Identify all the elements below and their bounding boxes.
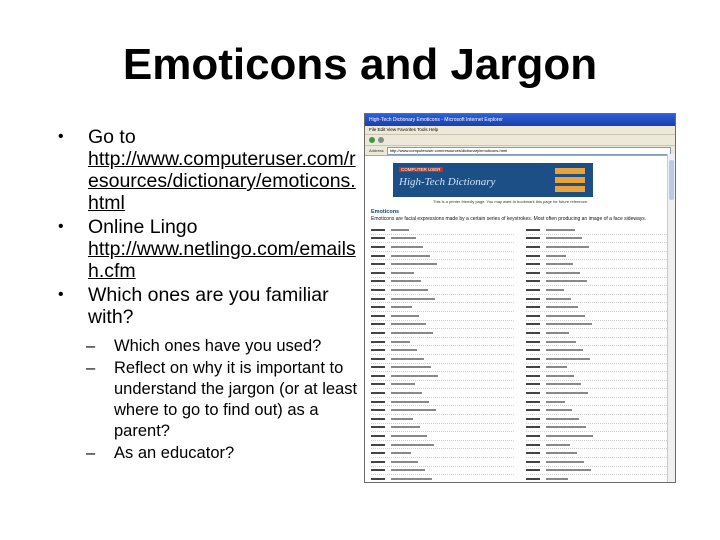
emoticon-row bbox=[371, 252, 514, 261]
emoticon-meaning bbox=[391, 392, 422, 394]
emoticon-meaning bbox=[546, 383, 581, 385]
emoticon-row bbox=[526, 312, 669, 321]
emoticon-meaning bbox=[391, 246, 423, 248]
emoticon-row bbox=[371, 389, 514, 398]
emoticon-meaning bbox=[391, 349, 417, 351]
dash-icon: – bbox=[86, 444, 96, 462]
sub-bullet-text: Reflect on why it is important to understand the jargon (or at least where to go to find out) as a parent? bbox=[114, 359, 358, 440]
emoticon-symbol bbox=[526, 358, 540, 360]
emoticon-meaning bbox=[546, 237, 582, 239]
emoticon-symbol bbox=[526, 263, 540, 265]
dash-icon: – bbox=[86, 359, 96, 377]
emoticon-row bbox=[526, 269, 669, 278]
emoticon-symbol bbox=[371, 315, 385, 317]
address-field: http://www.computeruser.com/resources/dictionary/emoticons.html bbox=[387, 147, 671, 155]
emoticon-row bbox=[371, 467, 514, 476]
emoticon-meaning bbox=[391, 315, 419, 317]
netlingo-link[interactable]: http://www.netlingo.com/emailsh.cfm bbox=[88, 238, 356, 282]
emoticon-row bbox=[371, 406, 514, 415]
emoticon-meaning bbox=[546, 478, 568, 480]
emoticon-row bbox=[371, 441, 514, 450]
emoticon-meaning bbox=[391, 444, 434, 446]
slide-title: Emoticons and Jargon bbox=[122, 40, 598, 89]
emoticon-symbol bbox=[371, 461, 385, 463]
emoticon-row bbox=[526, 295, 669, 304]
emoticon-meaning bbox=[546, 435, 593, 437]
emoticon-symbol bbox=[526, 375, 540, 377]
emoticon-meaning bbox=[391, 229, 409, 231]
emoticon-symbol bbox=[371, 469, 385, 471]
emoticon-meaning bbox=[391, 323, 426, 325]
emoticon-symbol bbox=[371, 418, 385, 420]
emoticon-meaning bbox=[391, 401, 429, 403]
emoticon-meaning bbox=[391, 409, 436, 411]
emoticon-symbol bbox=[371, 229, 385, 231]
emoticon-row bbox=[526, 364, 669, 373]
emoticon-meaning bbox=[391, 461, 418, 463]
emoticon-row bbox=[371, 398, 514, 407]
emoticon-meaning bbox=[546, 452, 577, 454]
emoticon-meaning bbox=[391, 469, 425, 471]
browser-title-bar: High-Tech Dictionary Emoticons - Microsoft Internet Explorer bbox=[365, 114, 675, 126]
bullet-netlingo bbox=[58, 216, 358, 282]
emoticon-symbol bbox=[526, 229, 540, 231]
emoticon-meaning bbox=[546, 469, 591, 471]
banner-logo: COMPUTER USER bbox=[401, 167, 441, 172]
emoticon-symbol bbox=[526, 298, 540, 300]
emoticon-symbol bbox=[526, 246, 540, 248]
emoticon-row bbox=[526, 389, 669, 398]
sub-bullet-text: As an educator? bbox=[114, 444, 235, 462]
emoticon-symbol bbox=[371, 341, 385, 343]
emoticon-row bbox=[526, 286, 669, 295]
emoticon-symbol bbox=[526, 332, 540, 334]
emoticon-meaning bbox=[546, 461, 584, 463]
emoticon-meaning bbox=[546, 444, 570, 446]
emoticon-row bbox=[371, 372, 514, 381]
emoticon-symbol bbox=[371, 298, 385, 300]
emoticon-symbol bbox=[371, 255, 385, 257]
emoticon-meaning bbox=[546, 323, 592, 325]
bullet-computeruser bbox=[58, 126, 358, 214]
bullet-dot-icon: • bbox=[58, 128, 64, 145]
emoticon-table bbox=[371, 226, 669, 483]
emoticon-row bbox=[371, 260, 514, 269]
emoticon-meaning bbox=[391, 366, 431, 368]
emoticon-meaning bbox=[391, 341, 410, 343]
emoticon-symbol bbox=[371, 444, 385, 446]
emoticon-symbol bbox=[371, 452, 385, 454]
emoticon-row bbox=[371, 381, 514, 390]
emoticon-row bbox=[526, 398, 669, 407]
emoticon-symbol bbox=[526, 392, 540, 394]
emoticon-meaning bbox=[546, 401, 565, 403]
emoticon-symbol bbox=[371, 401, 385, 403]
emoticon-meaning bbox=[546, 366, 567, 368]
emoticon-symbol bbox=[526, 444, 540, 446]
emoticon-row bbox=[371, 346, 514, 355]
emoticon-symbol bbox=[371, 306, 385, 308]
emoticon-row bbox=[526, 278, 669, 287]
emoticon-meaning bbox=[546, 263, 573, 265]
emoticon-row bbox=[371, 415, 514, 424]
emoticon-row bbox=[526, 252, 669, 261]
computeruser-link[interactable]: http://www.computeruser.com/resources/dictionary/emoticons.html bbox=[88, 148, 356, 214]
emoticon-row bbox=[526, 321, 669, 330]
emoticon-meaning bbox=[546, 375, 574, 377]
emoticon-symbol bbox=[526, 306, 540, 308]
browser-address-bar bbox=[365, 146, 675, 156]
banner-nav-button bbox=[555, 168, 585, 174]
emoticon-symbol bbox=[371, 237, 385, 239]
bullet-dot-icon: • bbox=[58, 286, 64, 303]
emoticon-symbol bbox=[526, 255, 540, 257]
emoticon-symbol bbox=[371, 289, 385, 291]
emoticon-symbol bbox=[371, 478, 385, 480]
emoticon-meaning bbox=[546, 349, 583, 351]
emoticon-row bbox=[371, 364, 514, 373]
emoticon-meaning bbox=[391, 263, 437, 265]
emoticon-symbol bbox=[526, 461, 540, 463]
emoticon-meaning bbox=[391, 255, 430, 257]
bullet-list bbox=[58, 126, 358, 465]
emoticon-row bbox=[526, 475, 669, 483]
scrollbar bbox=[667, 154, 675, 482]
emoticon-symbol bbox=[526, 280, 540, 282]
sub-bullet-educator bbox=[86, 443, 358, 464]
emoticon-meaning bbox=[546, 246, 589, 248]
emoticon-row bbox=[526, 441, 669, 450]
emoticon-meaning bbox=[391, 298, 435, 300]
emoticon-meaning bbox=[546, 341, 576, 343]
banner-nav-button bbox=[555, 186, 585, 192]
emoticon-symbol bbox=[371, 366, 385, 368]
emoticon-meaning bbox=[546, 418, 579, 420]
emoticon-meaning bbox=[391, 289, 428, 291]
printer-note: This is a printer friendly page. You may want to bookmark this page for future reference. bbox=[433, 199, 589, 204]
emoticon-symbol bbox=[371, 332, 385, 334]
emoticon-meaning bbox=[391, 478, 432, 480]
bullet-text: Which ones are you familiar with? bbox=[88, 284, 329, 328]
emoticon-meaning bbox=[546, 332, 569, 334]
emoticon-row bbox=[526, 406, 669, 415]
emoticon-meaning bbox=[391, 452, 411, 454]
emoticon-symbol bbox=[526, 435, 540, 437]
emoticon-meaning bbox=[391, 435, 427, 437]
sub-bullet-list bbox=[58, 336, 358, 464]
emoticon-row bbox=[526, 226, 669, 235]
emoticon-meaning bbox=[546, 306, 578, 308]
emoticon-row bbox=[371, 235, 514, 244]
emoticon-row bbox=[371, 303, 514, 312]
emoticon-meaning bbox=[546, 289, 564, 291]
emoticon-row bbox=[526, 415, 669, 424]
emoticon-meaning bbox=[546, 392, 588, 394]
emoticon-symbol bbox=[371, 383, 385, 385]
emoticon-row bbox=[371, 475, 514, 483]
emoticon-symbol bbox=[526, 401, 540, 403]
emoticon-meaning bbox=[391, 306, 412, 308]
emoticon-meaning bbox=[391, 418, 413, 420]
emoticon-meaning bbox=[391, 383, 415, 385]
emoticon-meaning bbox=[546, 426, 586, 428]
emoticon-meaning bbox=[391, 272, 414, 274]
banner-title: High-Tech Dictionary bbox=[399, 176, 496, 188]
emoticon-symbol bbox=[526, 452, 540, 454]
emoticon-meaning bbox=[391, 358, 424, 360]
emoticon-row bbox=[371, 432, 514, 441]
emoticon-meaning bbox=[546, 229, 575, 231]
emoticon-meaning bbox=[391, 375, 438, 377]
emoticon-symbol bbox=[526, 349, 540, 351]
emoticon-row bbox=[371, 355, 514, 364]
emoticon-row bbox=[371, 226, 514, 235]
sub-bullet-used bbox=[86, 336, 358, 357]
emoticons-description: Emoticons are facial expressions made by a certain series of keystrokes. Most often producing an image of a face sideways. bbox=[371, 216, 647, 222]
emoticon-symbol bbox=[526, 383, 540, 385]
browser-screenshot bbox=[364, 113, 676, 483]
emoticon-row bbox=[371, 312, 514, 321]
browser-menu-bar: File Edit View Favorites Tools Help bbox=[365, 126, 675, 135]
banner-nav-button bbox=[555, 177, 585, 183]
sub-bullet-text: Which ones have you used? bbox=[114, 337, 322, 355]
emoticons-heading: Emoticons bbox=[371, 209, 400, 215]
emoticon-symbol bbox=[526, 237, 540, 239]
emoticon-row bbox=[526, 235, 669, 244]
scrollbar-thumb bbox=[669, 160, 674, 200]
dictionary-banner bbox=[393, 163, 593, 197]
bullet-dot-icon: • bbox=[58, 218, 64, 235]
emoticon-column bbox=[526, 226, 669, 483]
emoticon-meaning bbox=[391, 332, 433, 334]
emoticon-row bbox=[526, 372, 669, 381]
emoticon-symbol bbox=[371, 349, 385, 351]
emoticon-row bbox=[526, 346, 669, 355]
emoticon-symbol bbox=[526, 426, 540, 428]
emoticon-row bbox=[526, 303, 669, 312]
emoticon-symbol bbox=[526, 289, 540, 291]
emoticon-row bbox=[526, 243, 669, 252]
browser-toolbar bbox=[365, 135, 675, 146]
emoticon-symbol bbox=[371, 280, 385, 282]
emoticon-row bbox=[526, 381, 669, 390]
emoticon-symbol bbox=[526, 341, 540, 343]
emoticon-row bbox=[371, 338, 514, 347]
emoticon-row bbox=[371, 243, 514, 252]
emoticon-symbol bbox=[371, 409, 385, 411]
emoticon-meaning bbox=[546, 358, 590, 360]
emoticon-row bbox=[371, 269, 514, 278]
sub-bullet-parent bbox=[86, 358, 358, 442]
emoticon-row bbox=[371, 458, 514, 467]
emoticon-column bbox=[371, 226, 514, 483]
emoticon-symbol bbox=[371, 426, 385, 428]
emoticon-symbol bbox=[526, 323, 540, 325]
forward-icon bbox=[378, 137, 384, 143]
emoticon-row bbox=[371, 295, 514, 304]
emoticon-row bbox=[526, 432, 669, 441]
emoticon-symbol bbox=[526, 409, 540, 411]
bullet-text: Go to bbox=[88, 126, 136, 148]
emoticon-symbol bbox=[371, 358, 385, 360]
emoticon-meaning bbox=[546, 272, 580, 274]
emoticon-symbol bbox=[371, 272, 385, 274]
emoticon-row bbox=[526, 260, 669, 269]
emoticon-symbol bbox=[371, 435, 385, 437]
emoticon-meaning bbox=[546, 280, 587, 282]
emoticon-row bbox=[371, 321, 514, 330]
emoticon-row bbox=[526, 329, 669, 338]
back-icon bbox=[369, 137, 375, 143]
emoticon-row bbox=[371, 329, 514, 338]
emoticon-symbol bbox=[526, 272, 540, 274]
emoticon-symbol bbox=[371, 323, 385, 325]
emoticon-symbol bbox=[526, 469, 540, 471]
emoticon-symbol bbox=[371, 263, 385, 265]
emoticon-meaning bbox=[546, 255, 566, 257]
emoticon-symbol bbox=[526, 478, 540, 480]
emoticon-symbol bbox=[371, 375, 385, 377]
bullet-text: Online Lingo bbox=[88, 216, 198, 238]
emoticon-meaning bbox=[391, 426, 420, 428]
browser-page bbox=[365, 156, 675, 483]
emoticon-symbol bbox=[526, 366, 540, 368]
dash-icon: – bbox=[86, 337, 96, 355]
address-label: Address bbox=[369, 148, 384, 153]
emoticon-row bbox=[526, 467, 669, 476]
bullet-familiar bbox=[58, 284, 358, 328]
emoticon-meaning bbox=[546, 298, 571, 300]
emoticon-meaning bbox=[546, 315, 585, 317]
emoticon-symbol bbox=[526, 315, 540, 317]
emoticon-row bbox=[526, 355, 669, 364]
emoticon-row bbox=[371, 278, 514, 287]
emoticon-row bbox=[526, 458, 669, 467]
emoticon-meaning bbox=[546, 409, 572, 411]
emoticon-meaning bbox=[391, 280, 421, 282]
emoticon-meaning bbox=[391, 237, 416, 239]
emoticon-row bbox=[371, 449, 514, 458]
emoticon-symbol bbox=[371, 392, 385, 394]
emoticon-row bbox=[526, 449, 669, 458]
emoticon-row bbox=[526, 424, 669, 433]
emoticon-row bbox=[371, 424, 514, 433]
emoticon-symbol bbox=[371, 246, 385, 248]
emoticon-row bbox=[371, 286, 514, 295]
emoticon-symbol bbox=[526, 418, 540, 420]
emoticon-row bbox=[526, 338, 669, 347]
